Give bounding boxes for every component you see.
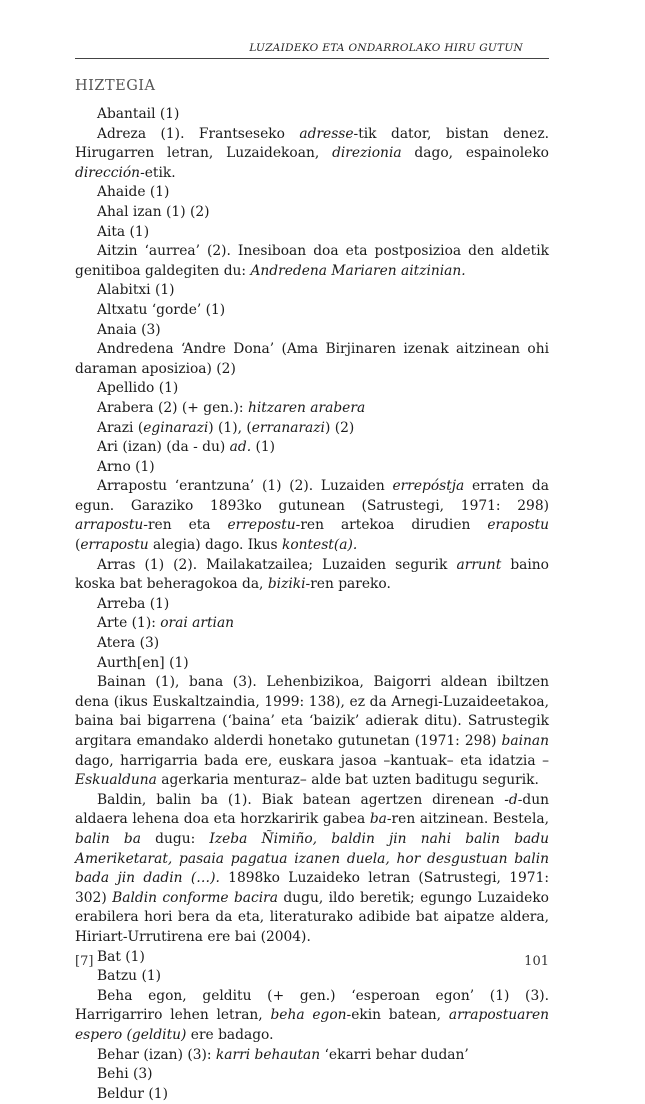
entry-text: Batzu (1) <box>97 968 161 985</box>
entry-text: Aitzin ‘aurrea’ (2). Inesiboan doa eta postposizioa den aldetik genitiboa galdegiten du: <box>75 243 549 279</box>
entry-text: -ren aitzinean. Bestela, <box>386 811 549 828</box>
glossary-entry <box>75 301 549 321</box>
entry-text: 1898ko Luzaideko letran (Satrustegi, 1971: 302) <box>75 870 550 906</box>
glossary-entry <box>75 125 549 184</box>
entry-text: dugu: <box>141 830 210 847</box>
entry-text: Arreba (1) <box>97 595 170 612</box>
page-number: 101 <box>524 954 549 969</box>
glossary-entry <box>75 654 549 674</box>
entry-italic-text: arrapostuaren espero (gelditu) <box>75 1007 550 1043</box>
glossary-entry <box>75 340 549 379</box>
glossary-entry <box>75 987 549 1046</box>
entry-text: Alabitxi (1) <box>97 282 175 299</box>
glossary-entry <box>75 183 549 203</box>
entry-text: Aurth[en] (1) <box>97 654 189 671</box>
entry-text: Behar (izan) (3): <box>97 1046 216 1063</box>
glossary-entry <box>75 595 549 615</box>
glossary-entry <box>75 458 549 478</box>
glossary-entry <box>75 399 549 419</box>
glossary-entry <box>75 419 549 439</box>
entry-text: -ekin batean, <box>346 1007 449 1024</box>
glossary-entry <box>75 791 549 948</box>
entry-italic-text: direzionia <box>332 145 402 162</box>
entry-italic-text: biziki <box>267 576 306 593</box>
glossary-entry <box>75 379 549 399</box>
entry-italic-text: ba <box>369 811 387 828</box>
entry-italic-text: arrapostu <box>75 517 144 534</box>
entry-italic-text: Andredena Mariaren aitzinian. <box>250 262 466 279</box>
entry-text: Behi (3) <box>97 1066 153 1083</box>
glossary-entry <box>75 634 549 654</box>
entry-italic-text: errapostu <box>80 537 149 554</box>
entry-text: erraten da egun. Garaziko 1893ko gutunean (Satrustegi, 1971: 298) <box>75 478 549 514</box>
entry-text: Arras (1) (2). Mailakatzailea; Luzaiden segurik <box>97 556 457 573</box>
glossary-entry <box>75 1046 549 1066</box>
entry-text: Arazi ( <box>97 419 144 436</box>
entry-text: Aita (1) <box>97 223 150 240</box>
entry-text: Bainan (1), bana (3). Lehenbizikoa, Baigorri aldean ibiltzen dena (ikus Euskaltzaindia, 1999: 138), ez da Arnegi-Luzaideetakoa, baina bai bigarrena (‘baina’ eta ‘baizik’ adierak ditu). Satrustegik argitara emandako alderdi honetako gutunetan (1971: 298) <box>75 674 549 749</box>
glossary-entries <box>75 105 549 1104</box>
entry-text: ere badago. <box>186 1026 274 1043</box>
entry-italic-text: errepostu <box>227 517 296 534</box>
entry-text: -dun aldaera lehena doa eta horzkaririk gabea <box>75 791 549 828</box>
entry-italic-text: erranarazi <box>251 419 325 436</box>
entry-text: Atera (3) <box>97 635 160 652</box>
glossary-entry <box>75 556 549 595</box>
entry-text: Beldur (1) <box>97 1085 168 1102</box>
entry-italic-text: adresse <box>299 125 354 142</box>
glossary-entry <box>75 614 549 634</box>
entry-text: alegia) dago. Ikus <box>148 537 282 554</box>
entry-italic-text: eginarazi <box>143 419 209 436</box>
entry-text: Abantail (1) <box>97 106 180 122</box>
entry-italic-text: kontest(a). <box>281 537 358 554</box>
entry-text: -ren artekoa dirudien <box>295 517 488 534</box>
glossary-entry <box>75 105 549 125</box>
entry-italic-text: Eskualduna <box>75 772 157 789</box>
entry-italic-text: orai artian <box>160 615 235 632</box>
entry-italic-text: karri behautan <box>215 1046 321 1063</box>
entry-italic-text: dirección <box>75 164 141 181</box>
entry-italic-text: errepóstja <box>392 478 465 495</box>
entry-italic-text: Baldin conforme bacira <box>112 889 278 906</box>
running-head: LUZAIDEKO ETA ONDARROLAKO HIRU GUTUN <box>249 42 523 54</box>
entry-text: Baldin, balin ba (1). Biak batean agertzen direnean <box>97 791 505 808</box>
header-rule <box>75 58 549 59</box>
entry-text: Arte (1): <box>97 615 161 632</box>
entry-text: Adreza (1). Frantseseko <box>97 125 300 142</box>
glossary-entry <box>75 203 549 223</box>
entry-text: ) (2) <box>324 419 355 436</box>
entry-italic-text: erapostu <box>487 517 549 534</box>
entry-text: Ahaide (1) <box>97 184 170 201</box>
entry-text: baino koska bat beheragokoa da, <box>75 556 549 593</box>
glossary-entry <box>75 948 549 968</box>
chapter-page-number: [7] <box>75 954 94 969</box>
entry-text: agerkaria menturaz– alde bat uzten baditugu segurik. <box>156 772 539 789</box>
entry-text: Andredena ‘Andre Dona’ (Ama Birjinaren izenak aitzinean ohi daraman aposizioa) (2) <box>75 341 549 377</box>
entry-text: Ari (izan) (da - du) <box>97 439 230 456</box>
glossary-entry <box>75 967 549 987</box>
glossary-entry <box>75 223 549 243</box>
glossary-entry <box>75 477 549 555</box>
entry-text: Altxatu ‘gorde’ (1) <box>97 301 226 318</box>
entry-text: -ren eta <box>143 517 228 534</box>
entry-text: dugu, ildo beretik; egungo Luzaideko erabilera hori bera da eta, literaturako adibide bat aipatze aldera, Hiriart-Urrutirena ere bai (2004). <box>75 889 549 945</box>
entry-text: -ren pareko. <box>305 576 391 593</box>
entry-text: Apellido (1) <box>97 380 179 397</box>
entry-text: Beha egon, gelditu (+ gen.) ‘esperoan egon’ (1) (3). Harrigarriro lehen letran, <box>75 987 549 1024</box>
entry-text: Arrapostu ‘erantzuna’ (1) (2). Luzaiden <box>97 478 393 495</box>
entry-italic-text: hitzaren arabera <box>247 399 366 416</box>
entry-text: ‘ekarri behar dudan’ <box>320 1046 469 1063</box>
entry-italic-text: ad. <box>229 439 252 456</box>
glossary-entry <box>75 438 549 458</box>
entry-text: ) (1), ( <box>208 419 252 436</box>
entry-text: Arno (1) <box>97 458 155 475</box>
entry-text: -etik. <box>140 164 176 181</box>
entry-text: -tik dator, bistan denez. Hirugarren letran, Luzaidekoan, <box>75 125 549 162</box>
glossary-entry <box>75 321 549 341</box>
entry-italic-text: balin ba <box>75 830 141 847</box>
entry-italic-text: Izeba Ñimiño, baldin jin nahi balin badu Ameriketarat, pasaia pagatua izanen duela, hor desgustuan balin bada jin dadin (…). <box>75 830 549 887</box>
entry-italic-text: arrunt <box>456 556 502 573</box>
glossary-entry <box>75 281 549 301</box>
glossary-entry <box>75 673 549 791</box>
entry-text: Ahal izan (1) (2) <box>97 203 210 220</box>
section-title: HIZTEGIA <box>75 78 156 94</box>
entry-text: Arabera (2) (+ gen.): <box>97 399 248 416</box>
glossary-entry <box>75 1085 549 1104</box>
entry-italic-text: -d <box>504 791 518 808</box>
entry-text: (1) <box>251 439 276 456</box>
glossary-entry <box>75 242 549 281</box>
entry-text: dago, harrigarria bada ere, euskara jasoa –kantuak– eta idatzia – <box>75 752 549 769</box>
entry-italic-text: bainan <box>501 733 549 749</box>
entry-text: dago, espainoleko <box>401 145 549 162</box>
entry-text: ( <box>75 537 81 554</box>
entry-italic-text: beha egon <box>270 1007 347 1024</box>
glossary-entry <box>75 1065 549 1085</box>
entry-text: Anaia (3) <box>97 321 161 338</box>
entry-text: Bat (1) <box>97 948 145 965</box>
